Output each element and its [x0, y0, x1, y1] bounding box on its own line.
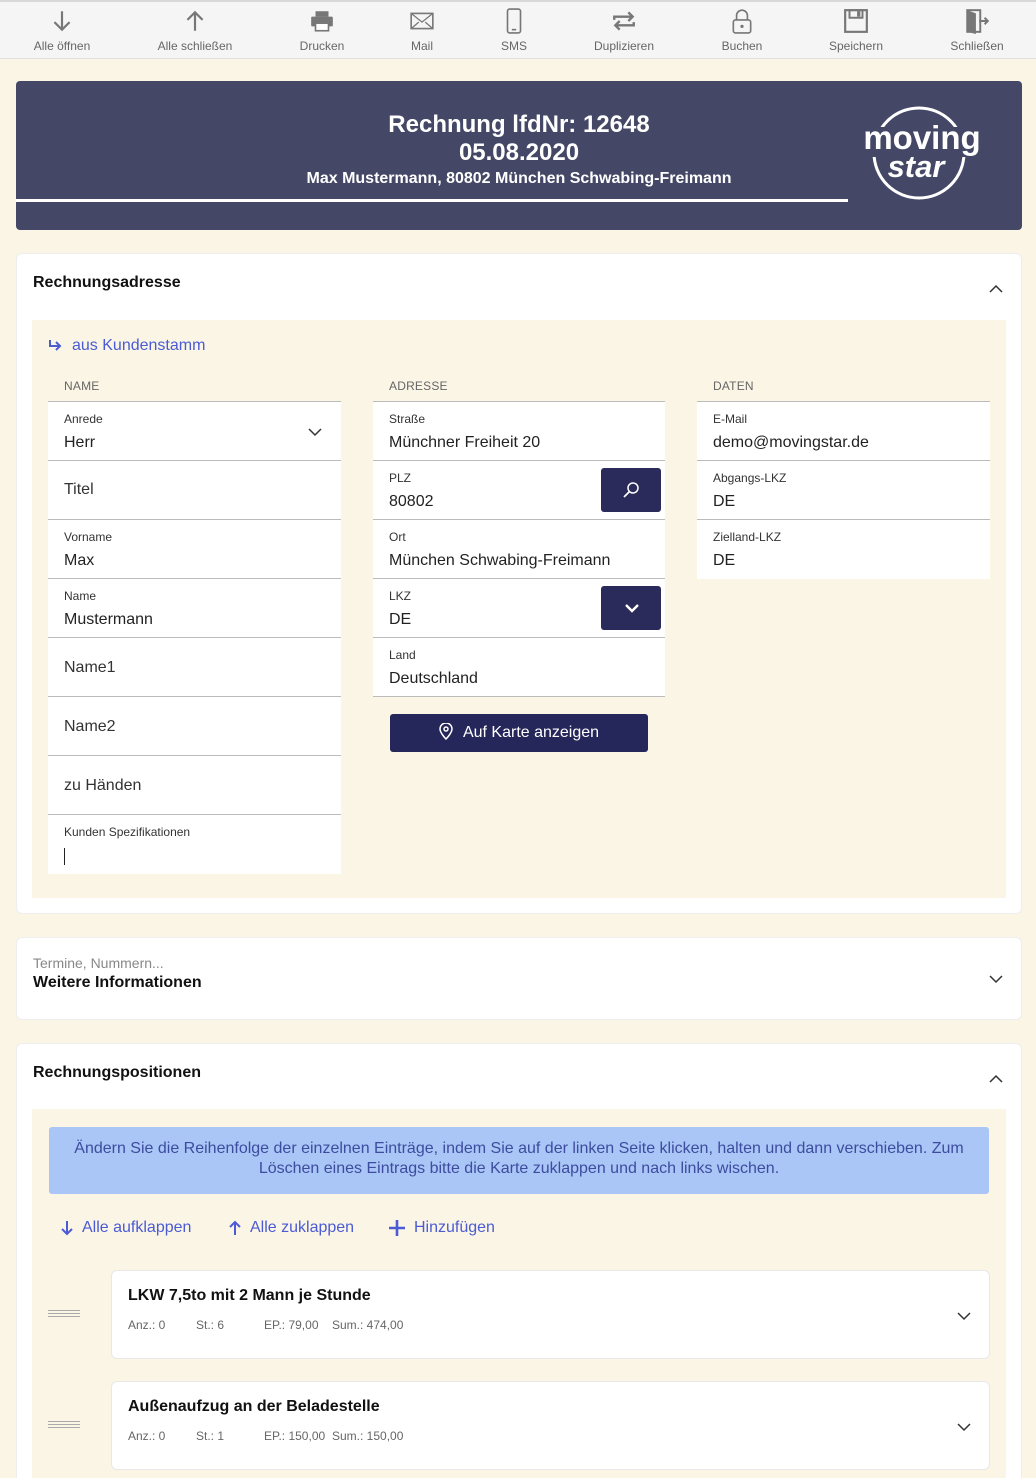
section-title: Rechnungspositionen: [33, 1064, 201, 1081]
col-head-address: ADRESSE: [389, 379, 448, 393]
lock-icon: [729, 8, 755, 34]
customer-specifications-field[interactable]: Kunden Spezifikationen: [48, 815, 341, 874]
collapse-all-link[interactable]: Alle zuklappen: [228, 1219, 354, 1237]
position-pieces: St.: 1: [196, 1429, 225, 1443]
chevron-up-icon[interactable]: [987, 1070, 1005, 1088]
redo-arrow-icon: [48, 338, 64, 354]
arrow-up-icon: [228, 1220, 242, 1236]
text-cursor: [64, 848, 65, 865]
chevron-down-icon[interactable]: [955, 1307, 973, 1325]
toolbar: [0, 0, 1036, 59]
drag-handle[interactable]: [48, 1421, 80, 1431]
last-name-field[interactable]: Name Mustermann: [48, 579, 341, 638]
position-sum: Sum.: 150,00: [332, 1429, 404, 1443]
sms-button[interactable]: SMS: [459, 8, 569, 56]
print-button[interactable]: Drucken: [267, 8, 377, 56]
arrow-up-icon: [182, 8, 208, 34]
section-subtitle: Termine, Nummern...: [33, 955, 164, 971]
close-button[interactable]: Schließen: [922, 8, 1032, 56]
chevron-down-icon: [307, 426, 323, 438]
country-field[interactable]: Land Deutschland: [373, 638, 665, 697]
section-title: Weitere Informationen: [33, 974, 202, 991]
repeat-icon: [611, 8, 637, 34]
exit-icon: [964, 8, 990, 34]
chevron-down-icon[interactable]: [987, 970, 1005, 988]
col-head-data: DATEN: [713, 379, 754, 393]
chevron-down-icon: [623, 599, 641, 617]
position-unit-price: EP.: 79,00: [264, 1318, 319, 1332]
close-all-button[interactable]: Alle schließen: [140, 8, 250, 56]
position-quantity: Anz.: 0: [128, 1318, 166, 1332]
section-title: Rechnungsadresse: [33, 274, 181, 291]
position-item[interactable]: [111, 1381, 990, 1470]
map-pin-icon: [439, 723, 453, 740]
movingstar-logo: [852, 105, 992, 205]
printer-icon: [309, 8, 335, 34]
reorder-hint: Ändern Sie die Reihenfolge der einzelnen Einträge, indem Sie auf der linken Seite klicken, halten und dann verschieben. Zum Löschen eines Eintrags bitte die Karte zuklappen und nach links wischen.: [49, 1127, 989, 1194]
plus-icon: [388, 1219, 406, 1237]
zip-search-button[interactable]: [601, 468, 661, 512]
title-field[interactable]: Titel: [48, 461, 341, 520]
save-button[interactable]: Speichern: [801, 8, 911, 56]
drag-handle[interactable]: [48, 1310, 80, 1320]
svg-text:star: star: [887, 149, 945, 184]
header-divider: [16, 199, 848, 202]
first-name-field[interactable]: Vorname Max: [48, 520, 341, 579]
col-head-name: NAME: [64, 379, 100, 393]
mail-button[interactable]: Mail: [367, 8, 477, 56]
email-field[interactable]: E-Mail demo@movingstar.de: [697, 402, 990, 461]
duplicate-button[interactable]: Duplizieren: [569, 8, 679, 56]
show-on-map-button[interactable]: Auf Karte anzeigen: [390, 714, 648, 752]
invoice-header-banner: [16, 81, 1022, 230]
name1-field[interactable]: Name1: [48, 638, 341, 697]
save-icon: [843, 8, 869, 34]
street-field[interactable]: Straße Münchner Freiheit 20: [373, 402, 665, 461]
chevron-up-icon[interactable]: [987, 280, 1005, 298]
position-pieces: St.: 6: [196, 1318, 225, 1332]
city-field[interactable]: Ort München Schwabing-Freimann: [373, 520, 665, 579]
country-code-field[interactable]: LKZ DE: [373, 579, 665, 638]
arrow-down-icon: [60, 1220, 74, 1236]
position-unit-price: EP.: 150,00: [264, 1429, 326, 1443]
open-all-button[interactable]: Alle öffnen: [7, 8, 117, 56]
invoice-date: 05.08.2020: [458, 139, 580, 166]
zip-field[interactable]: PLZ 80802: [373, 461, 665, 520]
more-info-card[interactable]: [16, 937, 1022, 1020]
chevron-down-icon[interactable]: [955, 1418, 973, 1436]
destination-country-field[interactable]: Zielland-LKZ DE: [697, 520, 990, 579]
position-sum: Sum.: 474,00: [332, 1318, 404, 1332]
from-customer-master-link[interactable]: aus Kundenstamm: [48, 337, 205, 355]
phone-icon: [501, 8, 527, 34]
position-item[interactable]: [111, 1270, 990, 1359]
position-quantity: Anz.: 0: [128, 1429, 166, 1443]
attention-field[interactable]: zu Händen: [48, 756, 341, 815]
position-title: LKW 7,5to mit 2 Mann je Stunde: [128, 1287, 371, 1304]
invoice-customer: Max Mustermann, 80802 München Schwabing-Freimann: [306, 170, 732, 187]
position-title: Außenaufzug an der Beladestelle: [128, 1398, 380, 1415]
book-button[interactable]: Buchen: [687, 8, 797, 56]
country-dropdown-button[interactable]: [601, 586, 661, 630]
arrow-down-icon: [49, 8, 75, 34]
invoice-title: Rechnung lfdNr: 12648: [388, 111, 650, 138]
add-position-link[interactable]: Hinzufügen: [388, 1219, 495, 1237]
search-icon: [622, 481, 640, 499]
svg-text:moving: moving: [863, 119, 981, 156]
salutation-select[interactable]: Anrede Herr: [48, 402, 341, 461]
name2-field[interactable]: Name2: [48, 697, 341, 756]
departure-country-field[interactable]: Abgangs-LKZ DE: [697, 461, 990, 520]
mail-icon: [409, 8, 435, 34]
expand-all-link[interactable]: Alle aufklappen: [60, 1219, 191, 1237]
